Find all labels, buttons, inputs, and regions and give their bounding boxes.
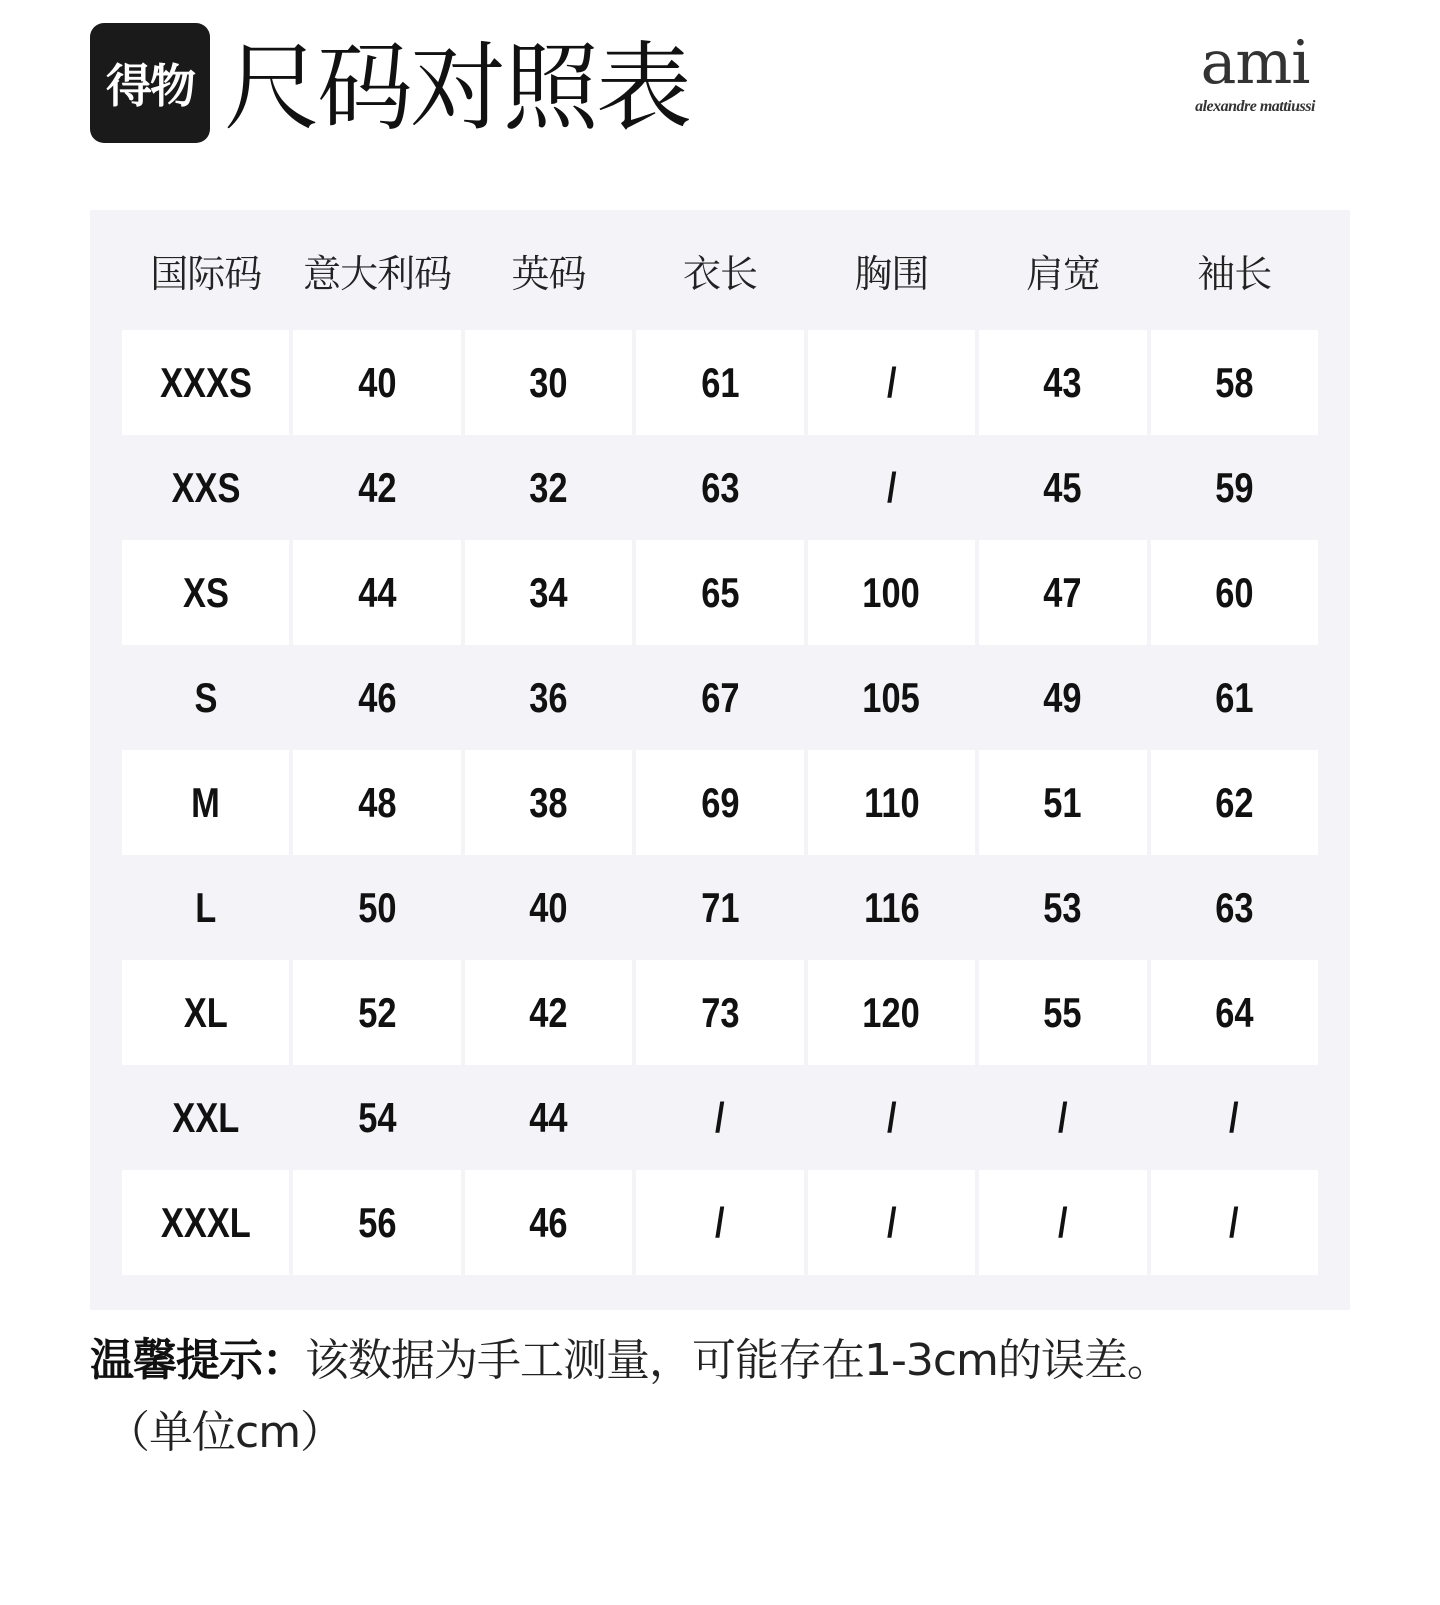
size-value: 59	[1215, 463, 1254, 511]
table-cell	[120, 960, 291, 1065]
size-value: 46	[357, 673, 397, 721]
table-cell	[463, 1065, 634, 1170]
size-value: /	[1229, 1093, 1240, 1141]
table-row	[120, 750, 1320, 855]
column-header: 肩宽	[1025, 251, 1100, 296]
table-cell	[634, 960, 805, 1065]
table-cell	[120, 330, 291, 435]
table-cell	[977, 1170, 1148, 1275]
table-row	[120, 645, 1320, 750]
size-value: 44	[529, 1093, 568, 1141]
size-label: XXS	[171, 463, 241, 511]
table-cell	[463, 645, 634, 750]
size-value: 52	[357, 988, 397, 1036]
table-cell	[806, 1065, 977, 1170]
table-cell	[120, 750, 291, 855]
size-label: XXXS	[159, 358, 252, 406]
size-value: 42	[357, 463, 397, 511]
size-value: 30	[529, 358, 568, 406]
table-cell	[291, 750, 462, 855]
tip-label: 温馨提示：	[90, 1335, 305, 1386]
table-row	[120, 330, 1320, 435]
page-title: 尺码对照表	[224, 32, 689, 144]
size-label: XL	[183, 988, 228, 1036]
size-value: 42	[529, 988, 568, 1036]
tip-note	[90, 1325, 1390, 1469]
table-cell	[1149, 645, 1320, 750]
size-value: 120	[862, 988, 921, 1036]
tip-text: 该数据为手工测量，可能存在1-3cm的误差。	[305, 1335, 1170, 1386]
table-cell	[120, 1065, 291, 1170]
size-value: 36	[529, 673, 568, 721]
column-header: 胸围	[854, 251, 929, 296]
size-value: 32	[529, 463, 568, 511]
size-value: 34	[529, 568, 568, 616]
size-value: /	[886, 358, 897, 406]
size-value: 56	[357, 1198, 397, 1246]
table-cell	[291, 1170, 462, 1275]
table-cell	[1149, 750, 1320, 855]
table-cell	[634, 540, 805, 645]
table-cell	[463, 540, 634, 645]
table-cell	[463, 750, 634, 855]
dewu-logo	[90, 23, 210, 143]
size-value: 110	[863, 778, 920, 826]
table-cell	[291, 645, 462, 750]
table-cell	[806, 855, 977, 960]
size-value: 44	[357, 568, 397, 616]
size-value: 48	[357, 778, 397, 826]
table-cell	[806, 645, 977, 750]
size-value: 71	[700, 883, 740, 931]
table-header	[120, 210, 1320, 330]
table-cell	[291, 435, 462, 540]
size-value: /	[886, 1093, 897, 1141]
table-row	[120, 540, 1320, 645]
column-header: 意大利码	[303, 251, 452, 296]
size-label: L	[195, 883, 217, 931]
table-cell	[634, 750, 805, 855]
size-chart-table	[90, 210, 1350, 1310]
size-value: 58	[1215, 358, 1254, 406]
size-value: /	[1058, 1198, 1068, 1246]
unit-note: （单位cm）	[106, 1407, 344, 1458]
table-cell	[120, 855, 291, 960]
table-cell	[977, 435, 1148, 540]
column-header: 衣长	[682, 251, 757, 296]
size-value: 40	[529, 883, 568, 931]
size-value: 55	[1043, 988, 1082, 1036]
table-cell	[977, 960, 1148, 1065]
table-row	[120, 960, 1320, 1065]
size-label: XXXL	[160, 1198, 251, 1246]
size-value: 54	[357, 1093, 397, 1141]
size-value: 49	[1043, 673, 1082, 721]
table-cell	[1149, 855, 1320, 960]
table-cell	[634, 645, 805, 750]
table-cell	[806, 960, 977, 1065]
size-value: 60	[1215, 568, 1254, 616]
size-value: 65	[700, 568, 740, 616]
table-cell	[463, 960, 634, 1065]
table-cell	[120, 435, 291, 540]
table-cell	[1149, 1170, 1320, 1275]
table-cell	[291, 960, 462, 1065]
size-value: 38	[529, 778, 568, 826]
size-value: /	[886, 1198, 897, 1246]
table-cell	[1149, 540, 1320, 645]
size-value: 61	[700, 358, 740, 406]
size-value: 50	[357, 883, 397, 931]
logo-text: 得物	[106, 59, 194, 113]
size-label: XXL	[172, 1093, 240, 1141]
table-cell	[1149, 960, 1320, 1065]
table-cell	[977, 855, 1148, 960]
column-header: 国际码	[150, 251, 262, 296]
table-row	[120, 435, 1320, 540]
table-cell	[806, 540, 977, 645]
size-value: /	[1058, 1093, 1068, 1141]
table-cell	[977, 750, 1148, 855]
brand-name: ami	[1200, 28, 1310, 98]
table-cell	[291, 855, 462, 960]
table-cell	[120, 540, 291, 645]
table-cell	[977, 645, 1148, 750]
table-cell	[120, 1170, 291, 1275]
table-cell	[291, 1065, 462, 1170]
size-value: 47	[1043, 568, 1082, 616]
table-cell	[806, 750, 977, 855]
table-cell	[977, 330, 1148, 435]
table-cell	[634, 855, 805, 960]
column-header: 袖长	[1197, 251, 1272, 296]
size-value: 116	[863, 883, 920, 931]
size-value: 100	[862, 568, 921, 616]
size-value: 45	[1043, 463, 1082, 511]
size-label: XS	[182, 568, 229, 616]
size-value: /	[715, 1093, 725, 1141]
size-value: /	[1229, 1198, 1240, 1246]
table-cell	[1149, 1065, 1320, 1170]
table-cell	[634, 435, 805, 540]
size-value: /	[715, 1198, 725, 1246]
table-cell	[806, 1170, 977, 1275]
size-label: S	[194, 673, 218, 721]
table-cell	[463, 1170, 634, 1275]
table-cell	[806, 435, 977, 540]
table-cell	[463, 330, 634, 435]
size-value: 40	[357, 358, 397, 406]
size-value: 43	[1043, 358, 1082, 406]
table-cell	[1149, 330, 1320, 435]
size-value: 73	[700, 988, 740, 1036]
size-value: 105	[862, 673, 921, 721]
table-row	[120, 855, 1320, 960]
table-body	[120, 330, 1320, 1275]
size-value: 63	[700, 463, 740, 511]
table-cell	[634, 1065, 805, 1170]
table-cell	[977, 540, 1148, 645]
table-row	[120, 1065, 1320, 1170]
table-cell	[463, 855, 634, 960]
size-value: 61	[1215, 673, 1254, 721]
table-cell	[634, 1170, 805, 1275]
size-value: 51	[1043, 778, 1082, 826]
size-value: /	[886, 463, 897, 511]
size-label: M	[191, 778, 221, 826]
table-cell	[977, 1065, 1148, 1170]
size-value: 46	[529, 1198, 568, 1246]
table-cell	[1149, 435, 1320, 540]
table-cell	[806, 330, 977, 435]
size-value: 63	[1215, 883, 1254, 931]
table-row	[120, 1170, 1320, 1275]
table-cell	[463, 435, 634, 540]
table-cell	[291, 330, 462, 435]
table-cell	[291, 540, 462, 645]
size-value: 64	[1215, 988, 1254, 1036]
table-cell	[634, 330, 805, 435]
size-value: 53	[1043, 883, 1082, 931]
brand-logo	[1180, 28, 1330, 116]
size-value: 69	[700, 778, 740, 826]
brand-subtitle: alexandre mattiussi	[1195, 98, 1315, 115]
size-value: 62	[1215, 778, 1254, 826]
size-value: 67	[700, 673, 740, 721]
table-cell	[120, 645, 291, 750]
column-header: 英码	[511, 251, 586, 296]
